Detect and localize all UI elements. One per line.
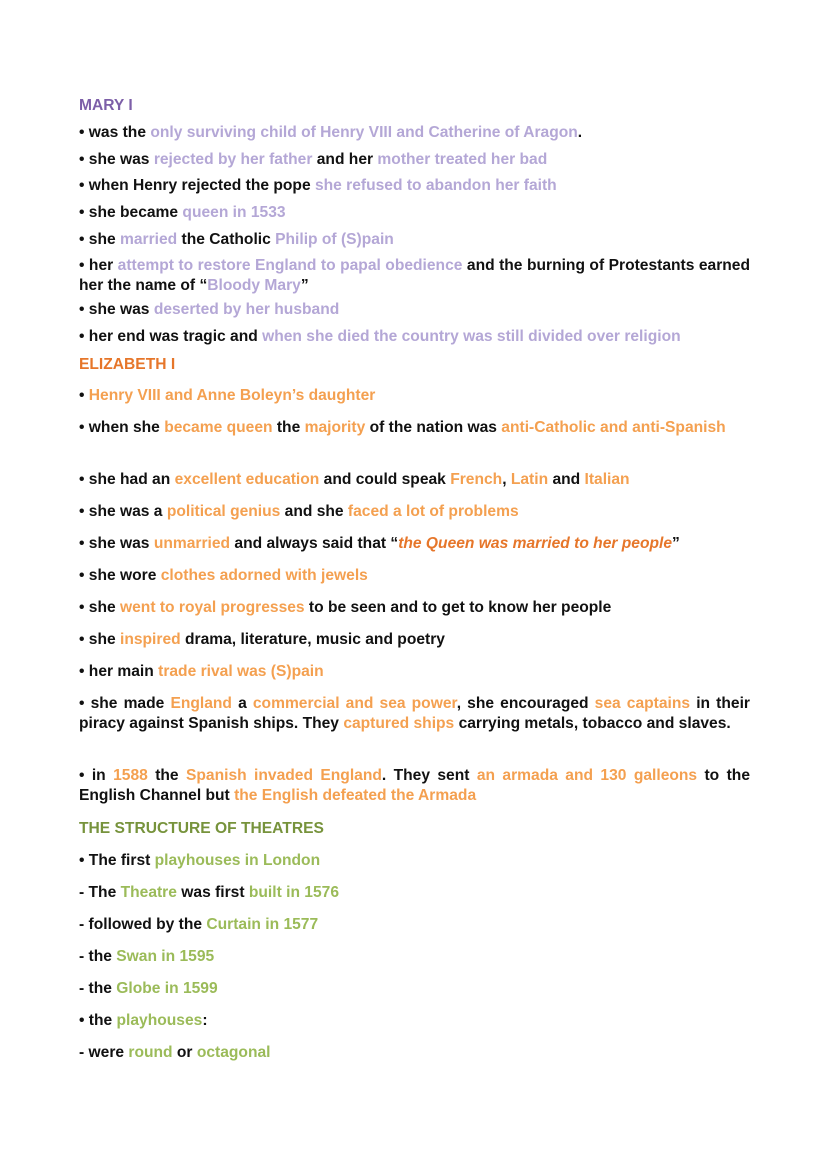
text-highlight: when she died the country was still divided over religion [262, 328, 681, 345]
text-plain: and the burning of Protestants earned her the name of “ [79, 257, 751, 294]
text-highlight: attempt to restore England to papal obedience [117, 257, 463, 274]
text-highlight: mother treated her bad [377, 151, 548, 168]
text-highlight: French [450, 471, 503, 488]
text-highlight: built in 1576 [248, 884, 339, 901]
eliz-bullet-item [79, 766, 750, 806]
thea-heading [79, 819, 750, 839]
text-plain: • she became [79, 204, 183, 221]
text-plain: • her end was tragic and [79, 328, 263, 345]
text-plain: • [79, 387, 89, 404]
thea-bullet-item [79, 1043, 750, 1063]
text-plain: . They sent [381, 767, 477, 784]
text-plain: • she [79, 599, 120, 616]
text-plain: . [577, 124, 583, 141]
thea-bullet-item [79, 979, 750, 999]
text-highlight: captured ships [343, 715, 455, 732]
text-highlight: clothes adorned with jewels [160, 567, 368, 584]
text-plain: to be seen and to get to know her people [304, 599, 612, 616]
section-heading-text: ELIZABETH I [79, 356, 176, 373]
text-highlight: Latin [510, 471, 549, 488]
text-plain: • The first [79, 852, 155, 869]
mary-bullet-item [79, 150, 750, 170]
text-plain: and she [280, 503, 348, 520]
text-highlight: unmarried [153, 535, 231, 552]
eliz-bullet-item [79, 630, 750, 650]
text-plain: - The [79, 884, 121, 901]
text-highlight: Swan in 1595 [116, 948, 215, 965]
text-plain: , she encouraged [456, 695, 595, 712]
mary-heading [79, 96, 750, 116]
text-plain: • when Henry rejected the pope [79, 177, 315, 194]
text-plain: • when she [79, 419, 165, 436]
mary-bullet-item [79, 256, 750, 296]
text-plain: was first [176, 884, 249, 901]
text-plain: • she made [79, 695, 171, 712]
thea-bullet-item [79, 1011, 750, 1031]
text-highlight: Bloody Mary [207, 277, 301, 294]
text-plain: • she wore [79, 567, 161, 584]
text-plain: drama, literature, music and poetry [180, 631, 445, 648]
mary-bullet-item [79, 300, 750, 320]
text-highlight: rejected by her father [153, 151, 313, 168]
text-plain: • the [79, 1012, 117, 1029]
text-plain: and [548, 471, 585, 488]
eliz-bullet-item [79, 662, 750, 682]
text-highlight: inspired [120, 631, 181, 648]
text-plain: • she [79, 631, 120, 648]
text-highlight: round [128, 1044, 173, 1061]
text-highlight: became queen [164, 419, 273, 436]
eliz-bullet-item [79, 470, 750, 490]
mary-bullet-item [79, 230, 750, 250]
text-highlight: queen in 1533 [182, 204, 286, 221]
eliz-bullet-item [79, 694, 750, 734]
text-plain: and always said that “ [230, 535, 399, 552]
section-heading-text: THE STRUCTURE OF THEATRES [79, 820, 324, 837]
text-highlight: trade rival was (S)pain [158, 663, 324, 680]
eliz-bullet-item [79, 386, 750, 406]
text-plain: • her [79, 257, 118, 274]
text-highlight: an armada and 130 galleons [476, 767, 698, 784]
mary-bullet-item [79, 176, 750, 196]
text-plain: • was the [79, 124, 151, 141]
text-highlight: deserted by her husband [153, 301, 340, 318]
text-plain: and her [312, 151, 378, 168]
text-highlight: majority [304, 419, 366, 436]
text-plain: the [272, 419, 305, 436]
section-heading-text: MARY I [79, 97, 133, 114]
text-plain: • she was a [79, 503, 167, 520]
text-plain: a [231, 695, 253, 712]
text-plain: ” [672, 535, 680, 552]
text-plain: in their piracy against Spanish ships. They [79, 695, 750, 732]
text-plain: - the [79, 980, 117, 997]
eliz-bullet-item [79, 418, 750, 438]
text-plain: : [202, 1012, 208, 1029]
text-highlight: Philip of (S)pain [275, 231, 394, 248]
text-highlight: Spanish invaded England [186, 767, 382, 784]
mary-bullet-item [79, 203, 750, 223]
text-highlight: Globe in 1599 [116, 980, 218, 997]
thea-bullet-item [79, 915, 750, 935]
mary-bullet-item [79, 327, 750, 347]
text-highlight: went to royal progresses [120, 599, 305, 616]
text-highlight: Henry VIII and Anne Boleyn’s daughter [88, 387, 376, 404]
text-highlight: excellent education [174, 471, 320, 488]
text-plain: the [147, 767, 186, 784]
text-highlight: Italian [584, 471, 630, 488]
text-plain: ” [300, 277, 309, 294]
text-plain: carrying metals, tobacco and slaves. [454, 715, 731, 732]
text-plain: • in [79, 767, 114, 784]
text-plain: • her main [79, 663, 159, 680]
text-plain: to the English Channel but [79, 767, 750, 804]
text-plain: - were [79, 1044, 129, 1061]
text-plain: • she was [79, 301, 154, 318]
text-highlight: anti-Catholic and anti-Spanish [501, 419, 726, 436]
text-plain: , [502, 471, 511, 488]
text-highlight: playhouses [116, 1012, 203, 1029]
text-highlight: married [120, 231, 178, 248]
thea-bullet-item [79, 947, 750, 967]
text-highlight: faced a lot of problems [347, 503, 519, 520]
text-plain: - followed by the [79, 916, 207, 933]
text-highlight: the English defeated the Armada [234, 787, 477, 804]
text-highlight: sea captains [594, 695, 691, 712]
text-plain: or [172, 1044, 197, 1061]
thea-bullet-item [79, 883, 750, 903]
eliz-bullet-item [79, 502, 750, 522]
eliz-heading [79, 355, 750, 375]
text-highlight: England [170, 695, 232, 712]
text-plain: • she had an [79, 471, 175, 488]
text-plain: - the [79, 948, 117, 965]
text-plain: • she was [79, 535, 154, 552]
text-plain: of the nation was [365, 419, 502, 436]
eliz-bullet-item [79, 534, 750, 554]
text-highlight: the Queen was married to her people [398, 535, 673, 552]
text-highlight: she refused to abandon her faith [314, 177, 557, 194]
text-plain: • she [79, 231, 120, 248]
text-plain: • she was [79, 151, 154, 168]
text-highlight: political genius [166, 503, 281, 520]
text-plain: the Catholic [177, 231, 276, 248]
text-plain: and could speak [319, 471, 451, 488]
eliz-bullet-item [79, 566, 750, 586]
text-highlight: Theatre [120, 884, 177, 901]
text-highlight: only surviving child of Henry VIII and Catherine of Aragon [150, 124, 578, 141]
text-highlight: playhouses in London [154, 852, 321, 869]
text-highlight: octagonal [196, 1044, 271, 1061]
thea-bullet-item [79, 851, 750, 871]
eliz-bullet-item [79, 598, 750, 618]
text-highlight: commercial and sea power [252, 695, 457, 712]
text-highlight: Curtain in 1577 [206, 916, 319, 933]
mary-bullet-item [79, 123, 750, 143]
text-highlight: 1588 [113, 767, 148, 784]
